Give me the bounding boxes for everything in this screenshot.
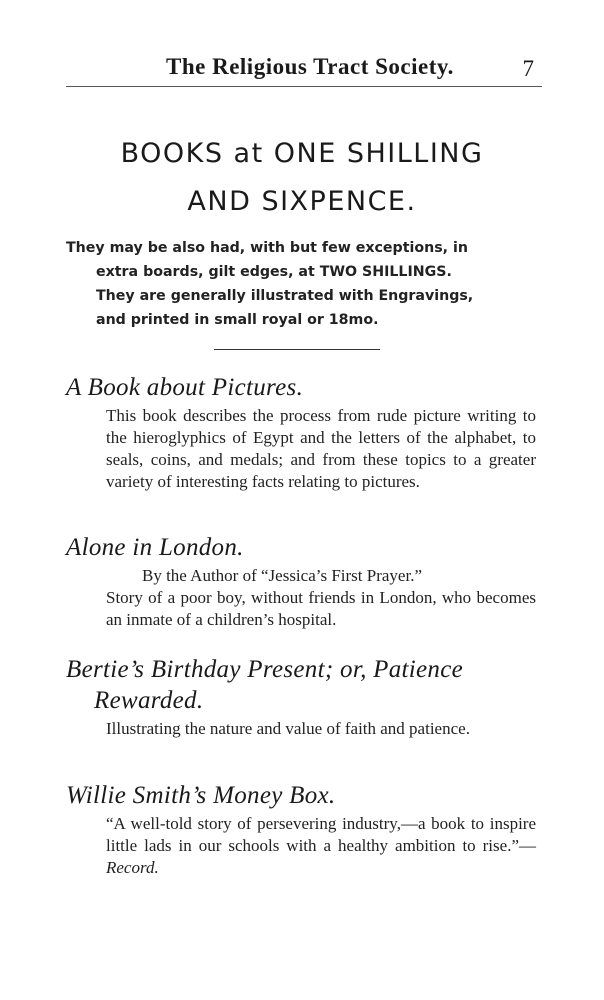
book-title: Willie Smith’s Money Box.: [66, 782, 336, 809]
book-description: Illustrating the nature and value of faith and patience.: [106, 719, 470, 738]
header-rule: [66, 86, 542, 87]
intro-paragraph: [66, 236, 536, 332]
book-description: “A well-told story of persevering industry,—a book to inspire little lads in our schools with a healthy ambition to rise.”—: [106, 814, 536, 855]
section-title: [0, 130, 604, 226]
book-description: Story of a poor boy, without friends in London, who becomes an inmate of a children’s hospital.: [106, 588, 536, 629]
book-title: Bertie’s Birthday Present; or, Patience: [66, 656, 464, 683]
page-header: [66, 52, 542, 88]
book-entry: [66, 372, 536, 493]
intro-line-3: They are generally illustrated with Engravings,: [96, 288, 474, 304]
section-title-line-2: AND SIXPENCE.: [187, 186, 417, 217]
book-description-block: [66, 565, 536, 631]
book-title: Alone in London.: [66, 534, 244, 561]
intro-line-1: They may be also had, with but few exceptions, in: [66, 240, 468, 256]
book-description: This book describes the process from rude picture writing to the hieroglyphics of Egypt and the letters of the alphabet, to seals, coins, and medals; and from these topics to a greater variety of interesting facts relating to pictures.: [106, 406, 536, 491]
book-description-block: [66, 813, 536, 879]
book-entry: [66, 780, 536, 879]
book-byline: By the Author of “Jessica’s First Prayer.”: [142, 566, 422, 585]
book-entry: [66, 532, 536, 631]
page-number: 7: [522, 56, 534, 81]
review-credit: Record.: [106, 858, 159, 877]
book-title: A Book about Pictures.: [66, 374, 304, 401]
section-divider: [214, 349, 380, 350]
running-title: The Religious Tract Society.: [166, 54, 454, 79]
section-title-line-1: BOOKS at ONE SHILLING: [120, 138, 484, 169]
intro-line-4: and printed in small royal or 18mo.: [96, 312, 379, 328]
book-entry: [66, 654, 536, 740]
book-title-block: [66, 654, 536, 716]
book-title-continuation: Rewarded.: [94, 687, 204, 714]
intro-line-2: extra boards, gilt edges, at TWO SHILLINGS.: [96, 264, 452, 280]
